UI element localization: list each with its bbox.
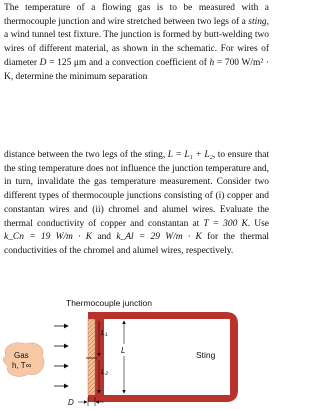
length-equation: L = L₁ + L₂ bbox=[167, 150, 213, 160]
p1-text-1: The temperature of a flowing gas is to be measured with a thermocouple junction and wire stretched between two legs of a bbox=[4, 3, 269, 27]
temperature-equation: T = 300 K bbox=[203, 218, 248, 229]
d-label: D bbox=[68, 398, 74, 407]
sting-term: sting bbox=[248, 16, 267, 27]
problem-paragraph-2 bbox=[4, 149, 269, 259]
figure-title: Thermocouple junction bbox=[66, 298, 152, 308]
l1-label: L₁ bbox=[101, 328, 108, 337]
diameter-symbol: D bbox=[39, 57, 47, 68]
thermocouple-schematic bbox=[0, 294, 273, 410]
h-symbol: h bbox=[209, 57, 215, 68]
thermocouple-wire bbox=[88, 319, 95, 395]
h-value: = 700 W/m² · K, determine the minimum separation bbox=[4, 57, 269, 82]
gas-conditions-label: h, T∞ bbox=[12, 361, 32, 370]
p2-text-2: , to ensure that the sting temperature does not influence the junction temperature and, in turn, invalidate the gas temperature measurement. Consider two different types of thermocouple junctions consisting of (i) copper and constantan wires and (ii) chromel and alumel wires. Evaluate the thermal conductivity of copper and constantan at bbox=[4, 150, 270, 229]
gas-label: Gas bbox=[14, 351, 29, 360]
p2-text-1: distance between the two legs of the sting, bbox=[4, 150, 168, 160]
diameter-value: = 125 μm and a convection coefficient of bbox=[46, 57, 210, 68]
l-label: L bbox=[121, 346, 126, 355]
p2-text-4: and bbox=[92, 232, 117, 243]
problem-paragraph-1 bbox=[4, 2, 269, 84]
k-chromel: k_Cn = 19 W/m · K bbox=[4, 232, 93, 243]
p2-text-3: . Use bbox=[247, 218, 269, 229]
l2-label: L₂ bbox=[101, 367, 109, 376]
p2-text-5: for the thermal conductivities of the chromel and alumel wires, respectively. bbox=[4, 232, 270, 256]
sting-label: Sting bbox=[196, 350, 216, 360]
flow-arrows bbox=[54, 326, 68, 386]
p1-text-2: , a wind tunnel test fixture. The junction is formed by butt-welding two wires of different material, as shown in the schematic. For wires of diameter bbox=[4, 16, 269, 68]
k-alumel: k_Al = 29 W/m · K bbox=[116, 232, 202, 243]
